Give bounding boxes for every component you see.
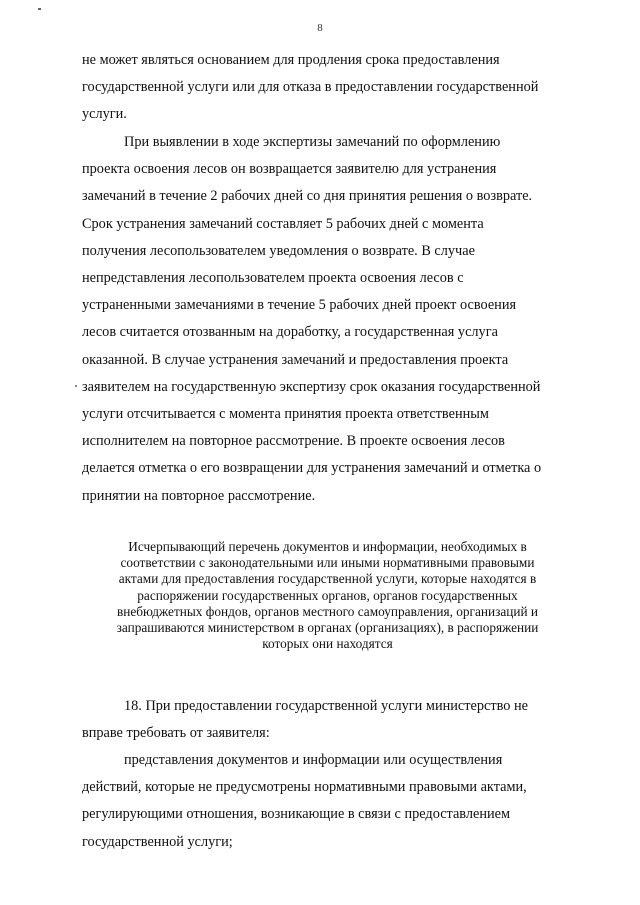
paragraph-18-item	[82, 747, 573, 856]
text-line: принятии на повторное рассмотрение.	[82, 487, 316, 504]
text-line: вправе требовать от заявителя:	[82, 725, 270, 742]
text-line: делается отметка о его возвращении для устранения замечаний и отметка о	[82, 460, 542, 477]
text-line: При выявлении в ходе экспертизы замечаний по оформлению	[124, 134, 501, 150]
section-heading	[82, 539, 573, 652]
text-line: проекта освоения лесов он возвращается заявителю для устранения	[82, 161, 497, 178]
text-line: замечаний в течение 2 рабочих дней со дня принятия решения о возврате.	[82, 188, 533, 205]
heading-line: которых они находятся	[262, 636, 393, 652]
text-line: представления документов и информации или осуществления	[124, 752, 503, 768]
heading-line: внебюджетных фондов, органов местного самоуправления, организаций и	[116, 603, 539, 619]
text-line: оказанной. В случае устранения замечаний и предоставления проекта	[82, 351, 509, 368]
heading-line: запрашиваются министерством в органах (организациях), в распоряжении	[116, 620, 539, 636]
paragraph-continuation	[82, 47, 573, 129]
text-line: Срок устранения замечаний составляет 5 рабочих дней с момента	[82, 215, 484, 232]
text-line: заявителем на государственную экспертизу срок оказания государственной	[82, 378, 541, 395]
paragraph-18	[82, 693, 573, 747]
text-line: лесов считается отозванным на доработку, а государственная услуга	[82, 324, 498, 341]
text-line: устраненными замечаниями в течение 5 рабочих дней проект освоения	[82, 297, 517, 314]
scan-speck	[38, 8, 41, 10]
text-line: действий, которые не предусмотрены нормативными правовыми актами,	[82, 779, 527, 796]
page-number: 8	[317, 22, 323, 34]
text-line: услуги отсчитывается с момента принятия проекта ответственным	[82, 406, 489, 423]
text-line: получения лесопользователем уведомления о возврате. В случае	[82, 242, 475, 259]
heading-line: соответствии с законодательными или иными нормативными правовыми	[120, 555, 535, 571]
heading-line: Исчерпывающий перечень документов и информации, необходимых в	[128, 539, 527, 554]
text-line: регулирующими отношения, возникающие в связи с предоставлением	[82, 806, 511, 823]
heading-line: распоряжении государственных органов, органов государственных	[137, 587, 518, 603]
text-line: государственной услуги;	[82, 833, 233, 850]
text-line: услуги.	[82, 106, 127, 123]
text-line: государственной услуги или для отказа в предоставлении государственной	[82, 79, 539, 96]
text-line: не может являться основанием для продления срока предоставления	[82, 52, 500, 68]
heading-line: актами для предоставления государственной услуги, которые находятся в	[118, 571, 537, 587]
text-line: 18. При предоставлении государственной услуги министерство не	[124, 698, 528, 714]
text-line: непредставления лесопользователем проекта освоения лесов с	[82, 270, 464, 287]
scan-speck	[75, 385, 77, 387]
text-line: исполнителем на повторное рассмотрение. В проекте освоения лесов	[82, 433, 505, 450]
paragraph-examination	[82, 129, 573, 510]
